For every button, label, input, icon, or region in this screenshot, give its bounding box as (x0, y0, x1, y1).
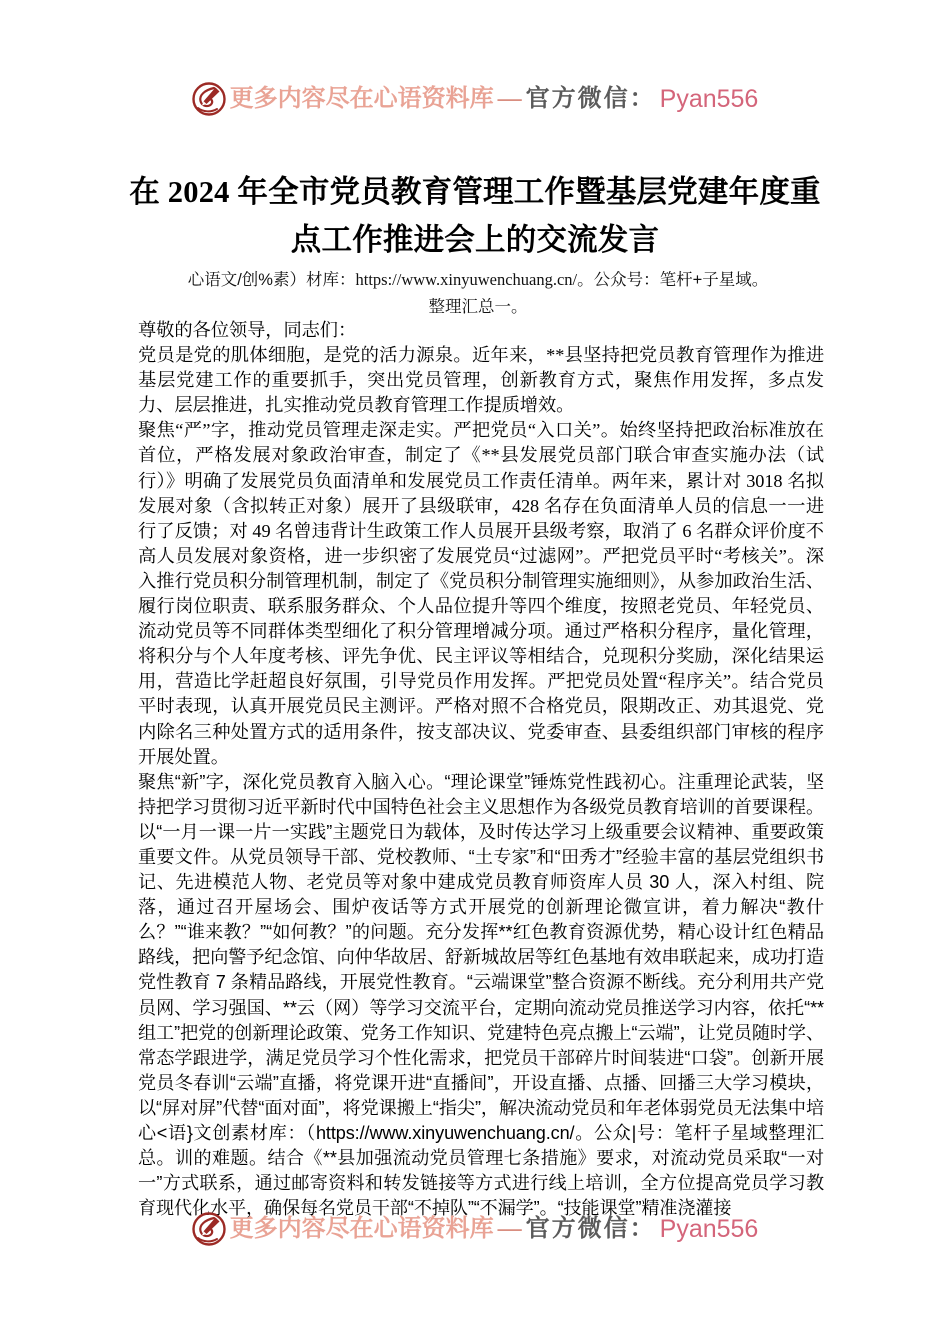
source-prefix: 心语文/创%素）材库： (187, 271, 356, 289)
title-line-2: 点工作推进会上的交流发言 (290, 223, 660, 258)
source-url: https://www.xinyuwenchuang.cn/ (355, 270, 578, 289)
watermark-label: 官方微信： (525, 86, 656, 112)
watermark-dash: — (497, 86, 522, 112)
brush-swirl-logo-icon (192, 82, 226, 116)
watermark-label: 官方微信： (525, 1216, 656, 1242)
paragraph-intro: 党员是党的肌体细胞，是党的活力源泉。近年来，**县坚持把党员教育管理作为推进基层党建工作的重要抓手，突出党员管理，创新教育方式，聚焦作用发挥，多点发力、层层推进，扎实推动党员教育管理工作提质增效。 (138, 345, 824, 416)
source-suffix: 。公众号：笔杆+子星域。 (577, 271, 769, 289)
paragraph-section-yan: 聚焦“严”字，推动党员管理走深走实。严把党员“入口关”。始终坚持把政治标准放在首位，严格发展对象政治审查，制定了《**县发展党员部门联合审查实施办法（试行）》明确了发展党员负面清单和发展党员工作责任清单。两年来，累计对 3018 名拟发展对象（含拟转正对象）展开了县级联审，428 名存在负面清单人员的信息一一进行了反馈；对 49 名曾违背计生政策工作人员展开县级考察，取消了 6 名群众评价度不高人员发展对象资格，进一步织密了发展党员“过滤网”。严把党员平时“考核关”。深入推行党员积分制管理机制，制定了《党员积分制管理实施细则》，从参加政治生活、履行岗位职责、联系服务群众、个人品位提升等四个维度，按照老党员、年轻党员、流动党员等不同群体类型细化了积分管理增减分项。通过严格积分程序，量化管理，将积分与个人年度考核、评先争优、民主评议等相结合，兑现积分奖励，深化结果运用，营造比学赶超良好氛围，引导党员作用发挥。严把党员处置“程序关”。结合党员平时表现，认真开展党员民主测评。严格对照不合格党员，限期改正、劝其退党、党内除名三种处置方式的适用条件，按支部决议、党委审查、县委组织部门审核的程序开展处置。 (138, 420, 824, 767)
document-body (138, 318, 824, 1221)
watermark-footer (0, 1212, 950, 1246)
page-title (105, 168, 845, 264)
source-attribution (138, 266, 818, 321)
watermark-header (0, 82, 950, 116)
watermark-handle: Pyan556 (659, 84, 759, 113)
source-line-2: 整理汇总一。 (428, 298, 528, 316)
title-line-1: 在 2024 年全市党员教育管理工作暨基层党建年度重 (129, 175, 821, 210)
watermark-dash: — (497, 1216, 522, 1242)
watermark-handle: Pyan556 (659, 1214, 759, 1243)
paragraph-salutation: 尊敬的各位领导，同志们： (138, 320, 357, 340)
watermark-main-text: 更多内容尽在心语资料库 (229, 1216, 494, 1242)
paragraph-section-xin: 聚焦“新”字，深化党员教育入脑入心。“理论课堂”锤炼党性践初心。注重理论武装，坚持把学习贯彻习近平新时代中国特色社会主义思想作为各级党员教育培训的首要课程。以“一月一课一片一实践”主题党日为载体，及时传达学习上级重要会议精神、重要政策重要文件。从党员领导干部、党校教师、“土专家”和“田秀才”经验丰富的基层党组织书记、先进模范人物、老党员等对象中建成党员教育师资库人员 30 人，深入村组、院落，通过召开屋场会、围炉夜话等方式开展党的创新理论微宣讲，着力解决“教什么？”“谁来教？”“如何教？”的问题。充分发挥**红色教育资源优势，精心设计红色精品路线，把向警予纪念馆、向仲华故居、舒新城故居等红色基地有效串联起来，成功打造党性教育 7 条精品路线，开展党性教育。“云端课堂”整合资源不断线。充分利用共产党员网、学习强国、**云（网）等学习交流平台，定期向流动党员推送学习内容，依托“**组工”把党的创新理论政策、党务工作知识、党建特色亮点搬上“云端”，让党员随时学、常态学跟进学，满足党员学习个性化需求，把党员干部碎片时间装进“口袋”。创新开展党员冬春训“云端”直播，将党课开进“直播间”，开设直播、点播、回播三大学习模块，以“屏对屏”代替“面对面”，将党课搬上“指尖”，解决流动党员和年老体弱党员无法集中培心<语}文创素材库：（https://www.xinyuwenchuang.cn/。公众|号：笔杆子星域整理汇总。训的难题。结合《**县加强流动党员管理七条措施》要求，对流动党员采取“一对一”方式联系，通过邮寄资料和转发链接等方式进行线上培训，全方位提高党员学习教育现代化水平，确保每名党员干部“不掉队”“不漏学”。“技能课堂”精准浇灌接 (138, 771, 824, 1219)
watermark-main-text: 更多内容尽在心语资料库 (229, 86, 494, 112)
brush-swirl-logo-icon (192, 1212, 226, 1246)
